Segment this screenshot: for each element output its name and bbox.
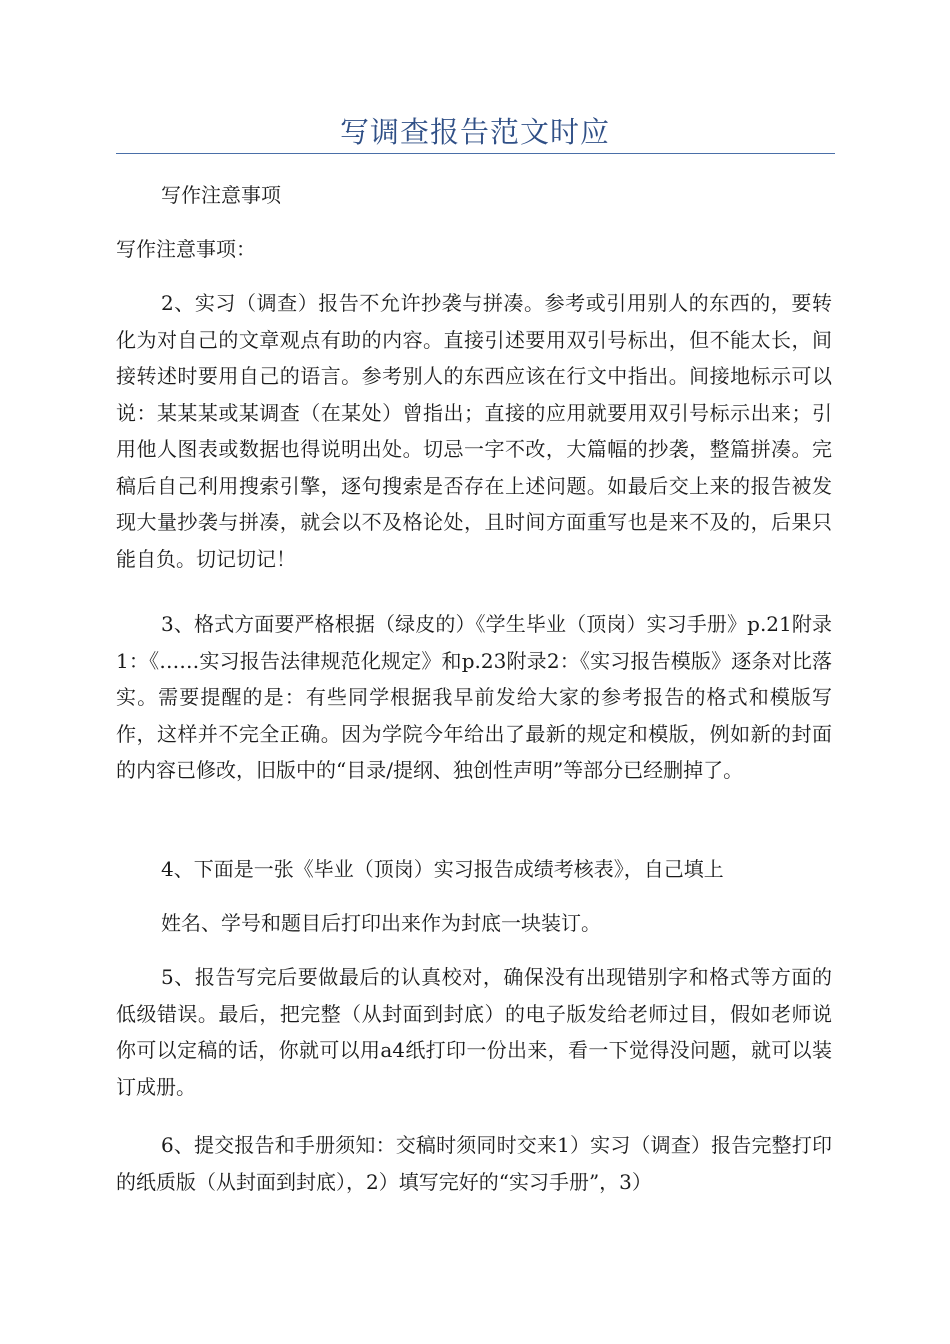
paragraph-item-4: 4、下面是一张《毕业（顶岗）实习报告成绩考核表》，自己填上 — [161, 857, 724, 881]
paragraph-heading: 写作注意事项 — [161, 183, 281, 207]
paragraph-item-3: 3、格式方面要严格根据（绿皮的）《学生毕业（顶岗）实习手册》p.21附录1：《……实习报告法律规范化规定》和p.23附录2：《实习报告模版》逐条对比落实。需要提醒的是：有些同学根据我早前发给大家的参考报告的格式和模版写作，这样并不完全正确。因为学院今年给出了最新的规定和模版，例如新的封面的内容已修改，旧版中的“目录/提纲、独创性声明”等部分已经删掉了。 — [116, 612, 832, 782]
title-underline — [116, 153, 835, 154]
paragraph-item-5: 5、报告写完后要做最后的认真校对，确保没有出现错别字和格式等方面的低级错误。最后，把完整（从封面到封底）的电子版发给老师过目，假如老师说你可以定稿的话，你就可以用a4纸打印一份出来，看一下觉得没问题，就可以装订成册。 — [116, 965, 832, 1099]
paragraph-item-2: 2、实习（调查）报告不允许抄袭与拼凑。参考或引用别人的东西的，要转化为对自己的文章观点有助的内容。直接引述要用双引号标出，但不能太长，间接转述时要用自己的语言。参考别人的东西应该在行文中指出。间接地标示可以说：某某某或某调查（在某处）曾指出；直接的应用就要用双引号标示出来；引用他人图表或数据也得说明出处。切忌一字不改，大篇幅的抄袭，整篇拼凑。完稿后自己利用搜索引擎，逐句搜索是否存在上述问题。如最后交上来的报告被发现大量抄袭与拼凑，就会以不及格论处，且时间方面重写也是来不及的，后果只能自负。切记切记！ — [116, 291, 832, 571]
document-title: 写调查报告范文时应 — [339, 115, 610, 149]
paragraph-item-6: 6、提交报告和手册须知：交稿时须同时交来1）实习（调查）报告完整打印的纸质版（从封面到封底），2）填写完好的“实习手册”，3） — [116, 1133, 832, 1194]
paragraph-subheading: 写作注意事项： — [116, 237, 256, 261]
paragraph-item-4-continued: 姓名、学号和题目后打印出来作为封底一块装订。 — [161, 911, 601, 935]
